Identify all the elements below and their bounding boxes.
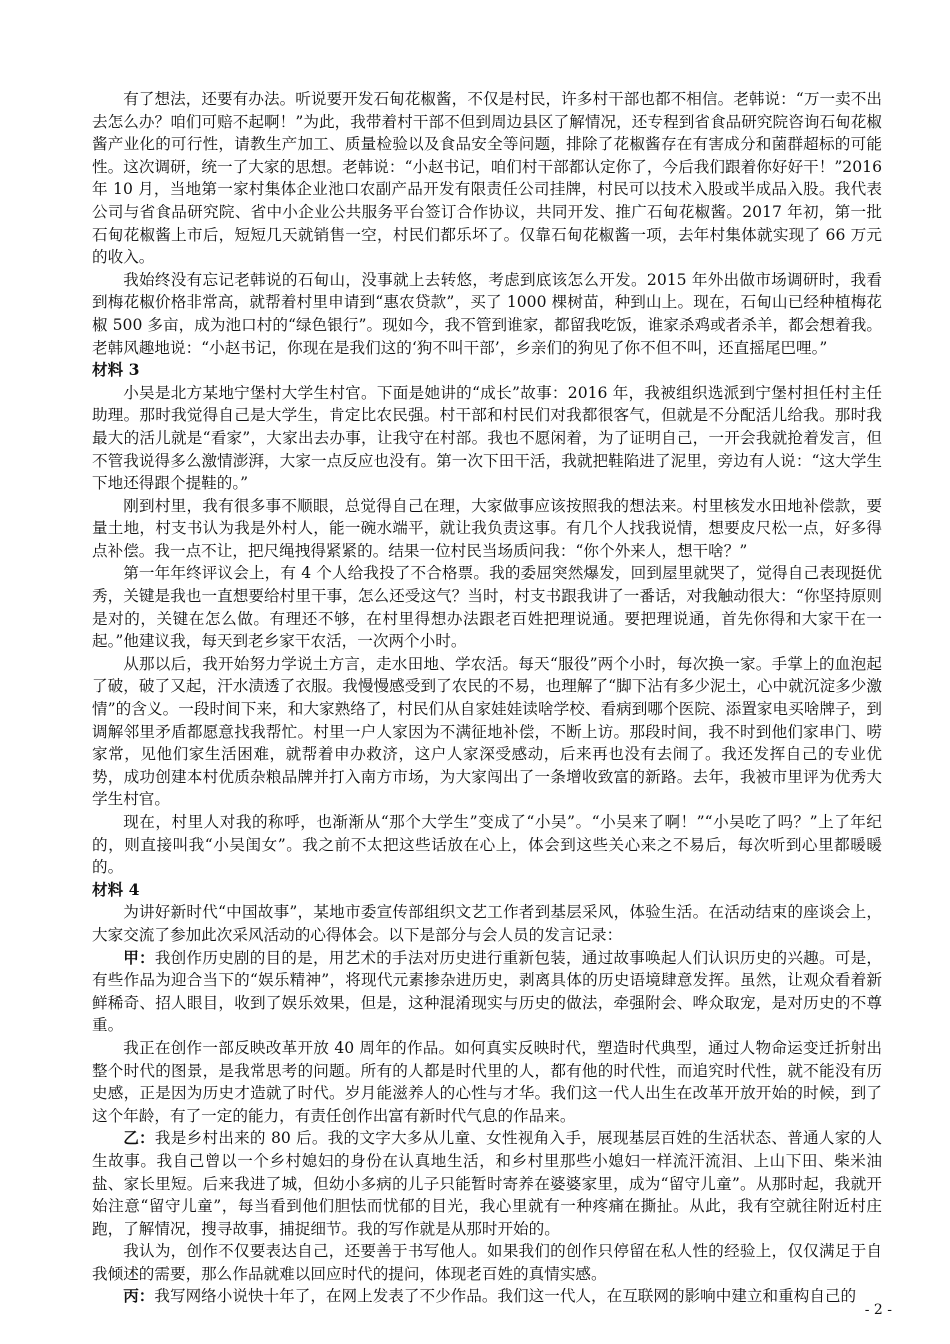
speaker-yi: 乙：: [123, 1128, 155, 1148]
paragraph-4: 刚到村里，我有很多事不顺眼，总觉得自己在理，大家做事应该按照我的想法来。村里核发水田地补偿款，要量土地，村支书认为我是外村人，能一碗水端平，就让我负责这事。有几个人找我说情，想要皮尺松一点，好多得点补偿。我一点不让，把尺绳拽得紧紧的。结果一位村民当场质问我：“你个外来人，想干啥？”: [92, 496, 882, 560]
paragraph-3: 小吴是北方某地宁堡村大学生村官。下面是她讲的“成长”故事：2016 年，我被组织选派到宁堡村担任村主任助理。那时我觉得自己是大学生，肯定比农民强。村干部和村民们对我都很客气，但就是不分配活儿给我。那时我最大的活儿就是“看家”，大家出去办事，让我守在村部。我也不愿闲着，为了证明自己，一开会我就抢着发言，但不管我说得多么激情澎湃，大家一点反应也没有。第一次下田干活，我就把鞋陷进了泥里，旁边有人说：“这大学生下地还得跟个提鞋的。”: [92, 383, 882, 493]
paragraph-7: 现在，村里人对我的称呼，也渐渐从“那个大学生”变成了“小吴”。“小吴来了啊！”“小吴吃了吗？”上了年纪的，则直接叫我“小吴闺女”。我之前不太把这些话放在心上，体会到这些关心来之不易后，每次听到心里都暖暖的。: [92, 813, 882, 877]
paragraph-bing-1: 丙：我写网络小说快十年了，在网上发表了不少作品。我们这一代人，在互联网的影响中建立和重构自己的: [123, 1286, 857, 1306]
paragraph-8: 为讲好新时代“中国故事”，某地市委宣传部组织文艺工作者到基层采风，体验生活。在活动结束的座谈会上，大家交流了参加此次采风活动的心得体会。以下是部分与会人员的发言记录：: [92, 903, 882, 944]
paragraph-jia-1: 甲：我创作历史剧的目的是，用艺术的手法对历史进行重新包装，通过故事唤起人们认识历史的兴趣。可是，有些作品为迎合当下的“娱乐精神”，将现代元素掺杂进历史，剥离具体的历史语境肆意发挥。虽然，让观众看着新鲜稀奇、招人眼目，收到了娱乐效果，但是，这种混淆现实与历史的做法，牵强附会、哗众取宠，是对历史的不尊重。: [92, 947, 882, 1035]
paragraph-2: 我始终没有忘记老韩说的石甸山，没事就上去转悠，考虑到底该怎么开发。2015 年外出做市场调研时，我看到梅花椒价格非常高，就帮着村里申请到“惠农贷款”，买了 1000 棵树苗，种到山上。现在，石甸山已经种植梅花椒 500 多亩，成为池口村的“绿色银行”。现如今，我不管到谁家，都留我吃饭，谁家杀鸡或者杀羊，都会想着我。老韩风趣地说：“小赵书记，你现在是我们这的‘狗不叫干部’，乡亲们的狗见了你不但不叫，还直摇尾巴哩。”: [92, 270, 882, 357]
paragraph-yi-2: 我认为，创作不仅要表达自己，还要善于书写他人。如果我们的创作只停留在私人性的经验上，仅仅满足于自我倾述的需要，那么作品就难以回应时代的提问，体现老百姓的真情实感。: [92, 1242, 882, 1283]
paragraph-6: 从那以后，我开始努力学说土方言，走水田地、学农活。每天“服役”两个小时，每次换一家。手掌上的血泡起了破，破了又起，汗水渍透了衣服。我慢慢感受到了农民的不易，也理解了“脚下沾有多少泥土，心中就沉淀多少激情”的含义。一段时间下来，和大家熟络了，村民们从自家娃娃读啥学校、看病到哪个医院、添置家电买啥牌子，到调解邻里矛盾都愿意找我帮忙。村里一户人家因为不满征地补偿，不断上访。那段时间，我不时到他们家串门、唠家常，见他们家生活困难，就帮着申办救济，这户人家深受感动，后来再也没有去闹了。我还发挥自己的专业优势，成功创建本村优质杂粮品牌并打入南方市场，为大家闯出了一条增收致富的新路。去年，我被市里评为优秀大学生村官。: [92, 654, 882, 809]
heading-material-3: 材料 3: [92, 360, 140, 380]
paragraph-yi-1: 乙：我是乡村出来的 80 后。我的文字大多从儿童、女性视角入手，展现基层百姓的生活状态、普通人家的人生故事。我自己曾以一个乡村媳妇的身份在认真地生活，和乡村里那些小媳妇一样流汗流泪、上山下田、柴米油盐、家长里短。后来我进了城，但幼小多病的儿子只能暂时寄养在婆婆家里，成为“留守儿童”。从那时起，我就开始注意“留守儿童”，每当看到他们胆怯而忧郁的目光，我心里就有一种疼痛在撕扯。从此，我有空就往附近村庄跑，了解情况，搜寻故事，捕捉细节。我的写作就是从那时开始的。: [92, 1128, 882, 1238]
speaker-jia: 甲：: [123, 947, 155, 967]
heading-material-4: 材料 4: [92, 879, 140, 899]
page-number: - 2 -: [864, 1302, 892, 1318]
document-body: [92, 88, 882, 1308]
paragraph-1: 有了想法，还要有办法。听说要开发石甸花椒酱，不仅是村民，许多村干部也都不相信。老韩说：“万一卖不出去怎么办？咱们可赔不起啊！”为此，我带着村干部不但到周边县区了解情况，还专程到省食品研究院咨询石甸花椒酱产业化的可行性，请教生产加工、质量检验以及食品安全等问题，排除了花椒酱存在有害成分和菌群超标的可能性。这次调研，统一了大家的思想。老韩说：“小赵书记，咱们村干部都认定你了，今后我们跟着你好好干！”2016 年 10 月，当地第一家村集体企业池口农副产品开发有限责任公司挂牌，村民可以技术入股或半成品入股。我代表公司与省食品研究院、省中小企业公共服务平台签订合作协议，共同开发、推广石甸花椒酱。2017 年初，第一批石甸花椒酱上市后，短短几天就销售一空，村民们都乐坏了。仅靠石甸花椒酱一项，去年村集体就实现了 66 万元的收入。: [92, 90, 882, 267]
paragraph-5: 第一年年终评议会上，有 4 个人给我投了不合格票。我的委屈突然爆发，回到屋里就哭了，觉得自己表现挺优秀，关键是我也一直想要给村里干事，怎么还受这气？当时，村支书跟我讲了一番话，对我触动很大：“你坚持原则是对的，关键在怎么做。有理还不够，在村里得想办法跟老百姓把理说通。要把理说通，首先你得和大家干在一起。”他建议我，每天到老乡家干农活，一次两个小时。: [92, 564, 882, 651]
speaker-bing: 丙：: [123, 1286, 155, 1306]
paragraph-jia-2: 我正在创作一部反映改革开放 40 周年的作品。如何真实反映时代，塑造时代典型，通过人物命运变迁折射出整个时代的图景，是我常思考的问题。所有的人都是时代里的人，都有他的时代性，而追究时代性，就不能没有历史感，正是因为历史才造就了时代。岁月能滋养人的心性与才华。我们这一代人出生在改革开放开始的时候，到了这个年龄，有了一定的能力，有责任创作出富有新时代气息的作品来。: [92, 1038, 882, 1125]
